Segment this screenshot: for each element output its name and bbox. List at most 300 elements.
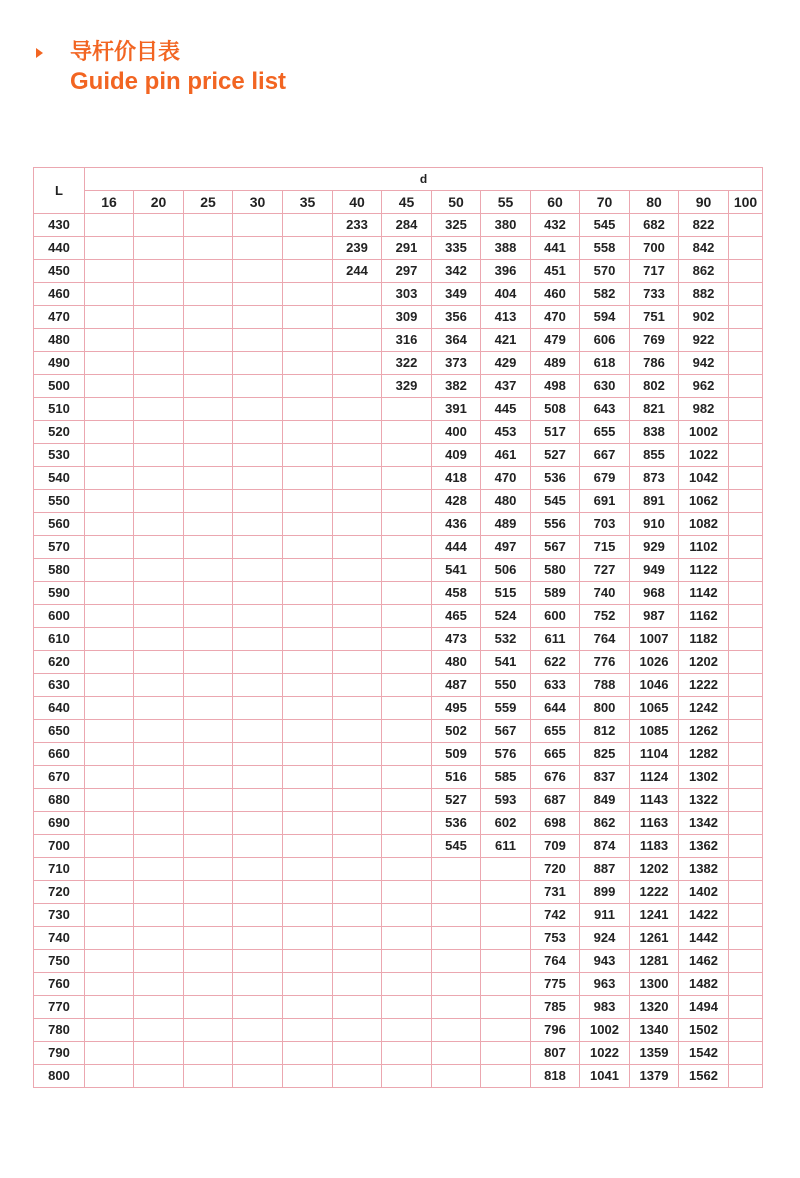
price-cell [233,490,283,513]
price-cell [85,306,134,329]
price-cell: 508 [531,398,580,421]
price-cell: 821 [630,398,679,421]
price-cell [233,214,283,237]
price-cell [134,559,184,582]
price-cell [729,789,763,812]
price-cell [481,1042,531,1065]
price-cell [233,812,283,835]
price-cell [233,559,283,582]
price-cell [382,858,432,881]
price-cell [134,628,184,651]
price-cell [85,1065,134,1088]
price-cell [233,927,283,950]
row-label-l: 660 [34,743,85,766]
price-cell [85,260,134,283]
price-cell: 445 [481,398,531,421]
price-cell [233,306,283,329]
price-cell: 949 [630,559,679,582]
price-cell [432,1065,481,1088]
row-label-l: 480 [34,329,85,352]
price-cell [729,996,763,1019]
price-cell: 470 [531,306,580,329]
price-cell: 396 [481,260,531,283]
price-cell [184,1042,233,1065]
price-cell [729,582,763,605]
price-cell [233,444,283,467]
price-cell [184,490,233,513]
column-header: 45 [382,191,432,214]
price-cell: 356 [432,306,481,329]
price-cell [233,789,283,812]
price-cell: 400 [432,421,481,444]
price-cell: 1379 [630,1065,679,1088]
price-cell [134,812,184,835]
price-cell [85,375,134,398]
price-cell: 388 [481,237,531,260]
price-cell [134,352,184,375]
price-cell [382,927,432,950]
price-cell [432,1042,481,1065]
price-cell: 382 [432,375,481,398]
price-cell: 576 [481,743,531,766]
price-cell [382,950,432,973]
price-cell: 785 [531,996,580,1019]
price-cell [382,766,432,789]
price-cell: 441 [531,237,580,260]
row-label-l: 490 [34,352,85,375]
price-cell: 1002 [580,1019,630,1042]
price-cell [729,214,763,237]
price-cell: 929 [630,536,679,559]
price-cell [184,674,233,697]
row-label-l: 630 [34,674,85,697]
price-cell [134,858,184,881]
price-cell [283,674,333,697]
table-row [34,766,763,789]
price-cell [729,329,763,352]
table-row [34,789,763,812]
price-cell: 1494 [679,996,729,1019]
price-cell: 349 [432,283,481,306]
price-cell: 589 [531,582,580,605]
price-cell: 582 [580,283,630,306]
price-cell: 838 [630,421,679,444]
price-cell [382,674,432,697]
price-cell: 436 [432,513,481,536]
price-cell [283,651,333,674]
price-cell: 1041 [580,1065,630,1088]
price-cell [283,421,333,444]
price-cell [283,1042,333,1065]
price-cell: 1202 [679,651,729,674]
row-label-l: 750 [34,950,85,973]
price-cell: 796 [531,1019,580,1042]
table-row [34,835,763,858]
price-cell [729,237,763,260]
price-cell: 567 [481,720,531,743]
price-cell [85,237,134,260]
price-cell: 465 [432,605,481,628]
price-cell: 1162 [679,605,729,628]
table-row [34,651,763,674]
price-cell: 1163 [630,812,679,835]
row-label-l: 710 [34,858,85,881]
price-cell [333,513,382,536]
price-cell [233,904,283,927]
table-row [34,1042,763,1065]
price-cell [184,513,233,536]
price-cell [481,973,531,996]
price-cell [134,697,184,720]
price-cell: 291 [382,237,432,260]
price-cell: 1142 [679,582,729,605]
row-label-l: 520 [34,421,85,444]
price-cell [283,559,333,582]
price-cell [134,927,184,950]
price-cell [85,352,134,375]
price-cell: 802 [630,375,679,398]
price-cell [729,766,763,789]
price-cell [382,536,432,559]
price-cell: 922 [679,329,729,352]
row-label-l: 730 [34,904,85,927]
price-cell: 391 [432,398,481,421]
table-row [34,743,763,766]
price-cell [481,904,531,927]
price-cell [729,398,763,421]
price-cell [333,467,382,490]
column-header: 60 [531,191,580,214]
price-cell: 1300 [630,973,679,996]
price-cell [283,835,333,858]
price-cell: 943 [580,950,630,973]
price-cell [729,674,763,697]
price-cell: 342 [432,260,481,283]
price-cell: 962 [679,375,729,398]
price-cell: 825 [580,743,630,766]
price-cell [134,743,184,766]
price-cell: 489 [481,513,531,536]
price-cell [382,743,432,766]
price-cell [134,1065,184,1088]
table-row [34,306,763,329]
price-cell: 874 [580,835,630,858]
price-cell: 633 [531,674,580,697]
triangle-bullet-icon [36,48,43,58]
price-cell: 489 [531,352,580,375]
row-label-l: 720 [34,881,85,904]
price-cell: 532 [481,628,531,651]
price-cell [382,697,432,720]
price-cell [729,421,763,444]
price-cell [333,766,382,789]
price-cell: 580 [531,559,580,582]
price-cell [283,513,333,536]
table-body [34,214,763,1088]
price-cell [333,398,382,421]
price-cell: 1402 [679,881,729,904]
price-cell: 1102 [679,536,729,559]
price-cell [333,697,382,720]
price-cell: 630 [580,375,630,398]
price-cell [283,743,333,766]
price-cell [333,283,382,306]
row-label-l: 440 [34,237,85,260]
price-cell: 812 [580,720,630,743]
price-cell: 509 [432,743,481,766]
price-cell: 1422 [679,904,729,927]
price-cell [85,812,134,835]
price-cell [481,881,531,904]
price-cell: 1183 [630,835,679,858]
price-cell [481,1019,531,1042]
row-label-l: 700 [34,835,85,858]
price-cell: 593 [481,789,531,812]
price-cell: 655 [531,720,580,743]
price-cell [382,973,432,996]
price-cell [729,513,763,536]
price-cell [233,352,283,375]
price-cell [233,1065,283,1088]
price-cell [233,237,283,260]
price-cell [481,950,531,973]
row-label-l: 610 [34,628,85,651]
price-cell: 585 [481,766,531,789]
price-cell [134,490,184,513]
price-cell [134,214,184,237]
price-cell [283,973,333,996]
price-cell [233,283,283,306]
price-cell: 1046 [630,674,679,697]
price-cell [85,697,134,720]
price-cell [333,628,382,651]
price-cell [382,605,432,628]
price-cell [134,950,184,973]
price-cell: 800 [580,697,630,720]
price-cell [85,559,134,582]
column-header: 100 [729,191,763,214]
price-cell [382,904,432,927]
price-cell [233,1019,283,1042]
price-cell [184,536,233,559]
price-cell: 1002 [679,421,729,444]
price-cell [382,1042,432,1065]
price-cell: 1042 [679,467,729,490]
price-table [33,167,763,1088]
price-cell: 432 [531,214,580,237]
price-cell [85,1019,134,1042]
price-cell [85,950,134,973]
price-cell [134,720,184,743]
price-cell [233,375,283,398]
price-cell [729,628,763,651]
price-cell: 924 [580,927,630,950]
price-cell [333,835,382,858]
price-cell: 380 [481,214,531,237]
price-cell [134,789,184,812]
price-cell: 594 [580,306,630,329]
price-cell: 1362 [679,835,729,858]
price-cell: 322 [382,352,432,375]
price-cell: 717 [630,260,679,283]
row-header-l: L [34,168,85,214]
price-cell [333,329,382,352]
price-cell: 667 [580,444,630,467]
price-cell: 862 [580,812,630,835]
price-cell: 335 [432,237,481,260]
price-cell: 751 [630,306,679,329]
price-cell [333,536,382,559]
price-cell [184,881,233,904]
price-cell: 1261 [630,927,679,950]
price-cell: 297 [382,260,432,283]
row-label-l: 680 [34,789,85,812]
price-cell [233,628,283,651]
price-cell [382,398,432,421]
price-cell: 1302 [679,766,729,789]
price-cell [283,927,333,950]
price-cell [729,1019,763,1042]
price-cell [333,858,382,881]
price-cell: 567 [531,536,580,559]
price-cell: 233 [333,214,382,237]
price-cell [233,766,283,789]
row-label-l: 530 [34,444,85,467]
price-cell [729,467,763,490]
price-cell: 1281 [630,950,679,973]
price-cell [729,950,763,973]
price-cell: 611 [481,835,531,858]
price-cell [85,904,134,927]
price-cell [729,812,763,835]
price-cell [184,329,233,352]
price-cell: 600 [531,605,580,628]
price-cell [184,375,233,398]
price-cell [134,881,184,904]
price-cell [85,398,134,421]
price-cell: 873 [630,467,679,490]
price-cell: 788 [580,674,630,697]
price-cell: 1262 [679,720,729,743]
price-cell [432,904,481,927]
price-cell [184,996,233,1019]
price-cell [184,766,233,789]
price-cell: 461 [481,444,531,467]
price-cell: 1482 [679,973,729,996]
price-cell [283,467,333,490]
price-cell [85,605,134,628]
price-cell [333,743,382,766]
price-cell [134,904,184,927]
price-cell [729,881,763,904]
price-cell [283,490,333,513]
price-cell: 618 [580,352,630,375]
price-cell: 516 [432,766,481,789]
price-cell: 727 [580,559,630,582]
page-title-en: Guide pin price list [70,68,287,95]
row-label-l: 550 [34,490,85,513]
price-cell [432,858,481,881]
price-cell [729,559,763,582]
price-cell: 1340 [630,1019,679,1042]
column-header-row [34,191,763,214]
price-cell [729,904,763,927]
table-row [34,490,763,513]
price-cell [85,973,134,996]
price-cell [382,559,432,582]
price-cell [184,398,233,421]
row-label-l: 600 [34,605,85,628]
price-cell [233,835,283,858]
price-cell: 1202 [630,858,679,881]
price-cell [233,996,283,1019]
column-header: 25 [184,191,233,214]
price-cell [134,651,184,674]
price-cell: 1104 [630,743,679,766]
price-cell: 887 [580,858,630,881]
price-cell [729,605,763,628]
price-cell [333,444,382,467]
price-cell [233,743,283,766]
table-row [34,605,763,628]
price-cell [85,444,134,467]
price-cell [134,398,184,421]
price-cell [283,214,333,237]
table-row [34,927,763,950]
price-cell [184,582,233,605]
price-cell [481,858,531,881]
price-cell [184,789,233,812]
price-cell [481,927,531,950]
table-row [34,697,763,720]
price-cell [85,214,134,237]
price-cell: 1442 [679,927,729,950]
price-cell: 524 [481,605,531,628]
price-cell [85,490,134,513]
price-cell [283,582,333,605]
price-cell [184,1065,233,1088]
price-cell: 558 [580,237,630,260]
price-cell [184,421,233,444]
price-cell [283,306,333,329]
price-cell: 536 [531,467,580,490]
price-cell [333,352,382,375]
price-cell [283,1065,333,1088]
row-label-l: 790 [34,1042,85,1065]
price-cell [283,904,333,927]
price-cell [85,421,134,444]
price-cell [283,812,333,835]
price-cell [333,1019,382,1042]
price-cell: 515 [481,582,531,605]
price-cell: 541 [481,651,531,674]
price-cell [134,513,184,536]
table-row [34,329,763,352]
price-cell [283,237,333,260]
price-cell [184,720,233,743]
price-cell: 691 [580,490,630,513]
price-cell [233,651,283,674]
price-cell: 1062 [679,490,729,513]
table-row [34,628,763,651]
price-cell: 752 [580,605,630,628]
price-cell [134,536,184,559]
price-cell: 682 [630,214,679,237]
price-cell [333,421,382,444]
table-row [34,720,763,743]
price-cell: 606 [580,329,630,352]
price-cell: 1082 [679,513,729,536]
